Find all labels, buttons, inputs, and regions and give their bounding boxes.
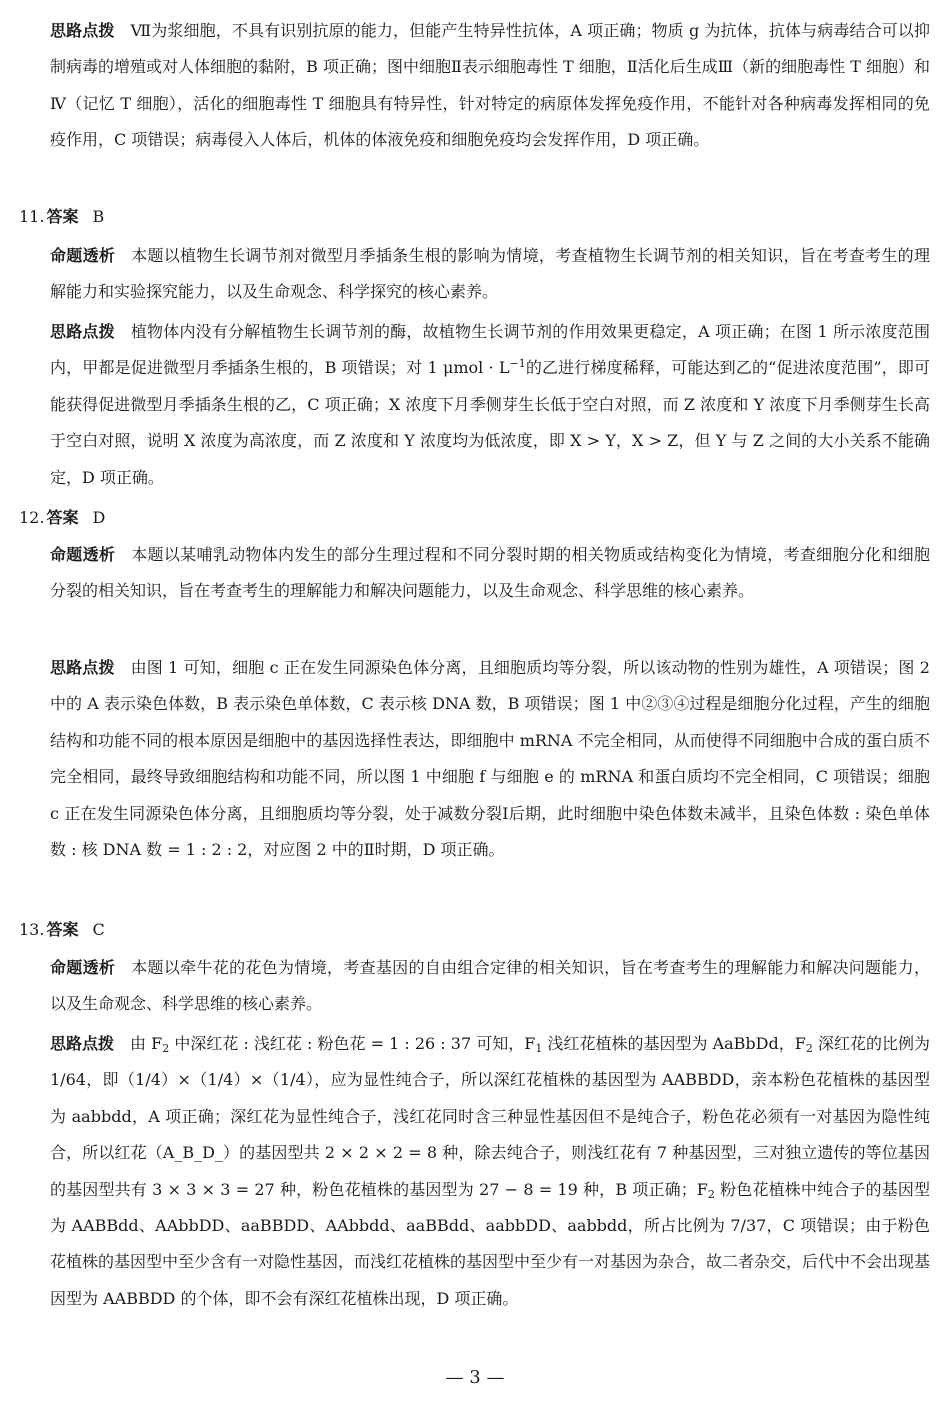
- q11-answer: B: [92, 207, 105, 226]
- q12-hint-paragraph: [50, 650, 930, 868]
- q12-hint-text: 由图 1 可知，细胞 c 正在发生同源染色体分离，且细胞质均等分裂，所以该动物的性别为雄性，A 项错误；图 2 中的 A 表示染色体数，B 表示染色单体数，C 表示核 DNA 数，B 项错误；图 1 中②③④过程是细胞分化过程，产生的细胞结构和功能不同的根本原因是细胞中的基因选择性表达，即细胞中 mRNA 不完全相同，从而使得不同细胞中合成的蛋白质不完全相同，最终导致细胞结构和功能不同，所以图 1 中细胞 f 与细胞 e 的 mRNA 和蛋白质均不完全相同，C 项错误；细胞 c 正在发生同源染色体分离，且细胞质均等分裂，处于减数分裂Ⅰ后期，此时细胞中染色体数未减半，且染色体数 : 染色单体数 : 核 DNA 数 = 1 : 2 : 2，对应图 2 中的Ⅱ时期，D 项正确。: [50, 658, 930, 860]
- intent-label: 命题透析: [50, 246, 116, 265]
- q13-hint-text-e: 粉色花植株中纯合子的基因型为 AABBdd、AAbbDD、aaBBDD、AAbbdd、aaBBdd、aabbDD、aabbdd，所占比例为 7/37，C 项错误；由于粉色花植株的基因型中至少含有一对隐性基因，而浅红花植株的基因型中至少有一对基因为杂合，故二者杂交，后代中不会出现基因型为 AABBDD 的个体，即不会有深红花植株出现，D 项正确。: [50, 1179, 931, 1308]
- q12-answer-line: [19, 500, 105, 536]
- intent-label: 命题透析: [50, 958, 116, 977]
- q10-hint-paragraph: [50, 13, 930, 159]
- q13-hint-paragraph: [50, 1026, 930, 1317]
- q13-hint-subscript-4: 2: [707, 1187, 715, 1201]
- q13-hint-text-a: 由 F: [130, 1034, 163, 1053]
- q11-hint-paragraph: [50, 314, 930, 496]
- hint-label: 思路点拨: [50, 322, 115, 341]
- q12-number: 12.: [19, 508, 45, 527]
- q11-hint-superscript: −1: [509, 357, 526, 371]
- q13-hint-text-b: 中深红花 : 浅红花 : 粉色花 = 1 : 26 : 37 可知，F: [169, 1034, 536, 1053]
- page-number: — 3 —: [445, 1367, 505, 1388]
- q11-hint-text-a: 植物体内没有分解植物生长调节剂的酶，故植物生长调节剂的作用效果更稳定，A 项正确；在图 1 所示浓度范围内，甲都是促进微型月季插条生根的，B 项错误；对 1 μmol · L: [50, 322, 930, 378]
- q11-answer-line: [19, 199, 104, 235]
- q11-intent-text: 本题以植物生长调节剂对微型月季插条生根的影响为情境，考查植物生长调节剂的相关知识，旨在考查考生的理解能力和实验探究能力，以及生命观念、科学探究的核心素养。: [50, 246, 930, 302]
- q12-answer: D: [92, 508, 106, 527]
- q13-intent-paragraph: [50, 950, 930, 1023]
- q13-hint-subscript-2: 1: [535, 1042, 543, 1055]
- q13-hint-subscript-1: 2: [162, 1042, 170, 1055]
- q11-number: 11.: [19, 207, 45, 226]
- q13-answer-line: [19, 912, 105, 948]
- q11-hint-text-b: 的乙进行梯度稀释，可能达到乙的“促进浓度范围”，即可能获得促进微型月季插条生根的乙，C 项正确；X 浓度下月季侧芽生长低于空白对照，而 Z 浓度和 Y 浓度下月季侧芽生长高于空白对照，说明 X 浓度为高浓度，而 Z 浓度和 Y 浓度均为低浓度，即 X > Y，X > Z，但 Y 与 Z 之间的大小关系不能确定，D 项正确。: [50, 358, 930, 487]
- hint-label: 思路点拨: [50, 658, 115, 677]
- q13-hint-text-d: 深红花的比例为 1/64，即（1/4）×（1/4）×（1/4），应为显性纯合子，所以深红花植株的基因型为 AABBDD，亲本粉色花植株的基因型为 aabbdd，A 项正确；深红花为显性纯合子，浅红花同时含三种显性基因但不是纯合子，粉色花必须有一对基因为隐性纯合，所以红花（A_B_D_）的基因型共 2 × 2 × 2 = 8 种，除去纯合子，则浅红花有 7 种基因型，三对独立遗传的等位基因的基因型共有 3 × 3 × 3 = 27 种，粉色花植株的基因型为 27 − 8 = 19 种，B 项正确；F: [50, 1034, 930, 1199]
- q12-intent-text: 本题以某哺乳动物体内发生的部分生理过程和不同分裂时期的相关物质或结构变化为情境，考查细胞分化和细胞分裂的相关知识，旨在考查考生的理解能力和解决问题能力，以及生命观念、科学思维的核心素养。: [50, 545, 930, 601]
- hint-label: 思路点拨: [50, 21, 115, 40]
- q13-hint-subscript-3: 2: [805, 1042, 813, 1055]
- q13-number: 13.: [19, 920, 45, 939]
- q13-answer: C: [92, 920, 105, 939]
- q13-intent-text: 本题以牵牛花的花色为情境，考查基因的自由组合定律的相关知识，旨在考查考生的理解能力和解决问题能力，以及生命观念、科学思维的核心素养。: [50, 958, 930, 1014]
- q11-intent-paragraph: [50, 238, 930, 311]
- answer-label: 答案: [46, 920, 79, 939]
- answer-label: 答案: [46, 207, 79, 226]
- hint-label: 思路点拨: [50, 1034, 115, 1053]
- intent-label: 命题透析: [50, 545, 116, 564]
- q10-hint-text: Ⅶ为浆细胞，不具有识别抗原的能力，但能产生特异性抗体，A 项正确；物质 g 为抗体，抗体与病毒结合可以抑制病毒的增殖或对人体细胞的黏附，B 项正确；图中细胞Ⅱ表示细胞毒性 T 细胞，Ⅱ活化后生成Ⅲ（新的细胞毒性 T 细胞）和Ⅳ（记忆 T 细胞），活化的细胞毒性 T 细胞具有特异性，针对特定的病原体发挥免疫作用，不能针对各种病毒发挥相同的免疫作用，C 项错误；病毒侵入人体后，机体的体液免疫和细胞免疫均会发挥作用，D 项正确。: [50, 21, 930, 150]
- answer-label: 答案: [46, 508, 79, 527]
- q13-hint-text-c: 浅红花植株的基因型为 AaBbDd，F: [542, 1034, 806, 1053]
- q12-intent-paragraph: [50, 537, 930, 610]
